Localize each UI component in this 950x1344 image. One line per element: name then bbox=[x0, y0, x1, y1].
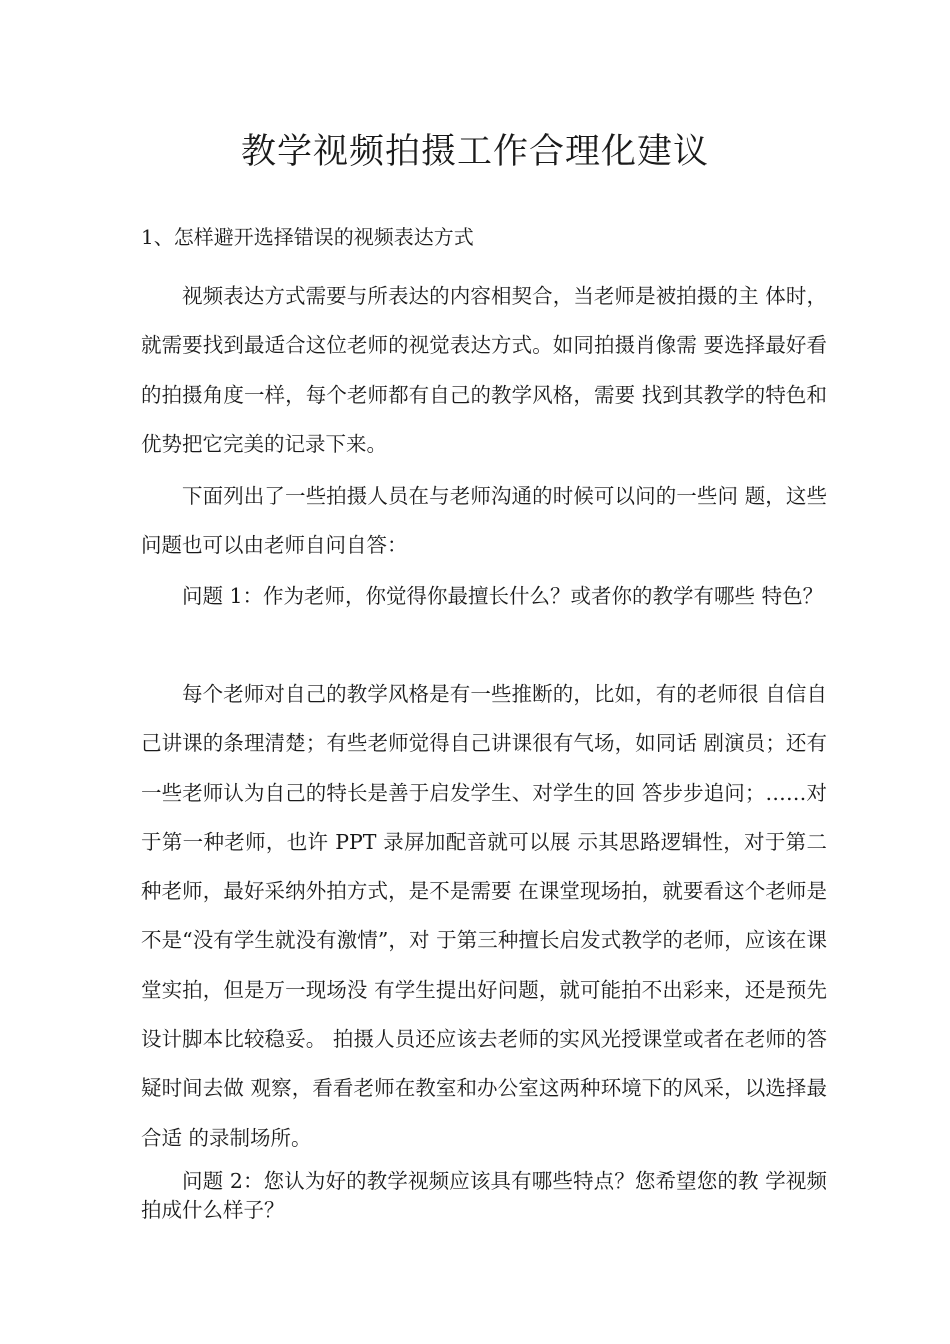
paragraph: 每个老师对自己的教学风格是有一些推断的，比如，有的老师很 自信自己讲课的条理清楚；有些老师觉得自己讲课很有气场，如同话 剧演员；还有一些老师认为自己的特长是善于启发学生、对学生的回 答步步追问；……对于第一种老师，也许 PPT 录屏加配音就可以展 示其思路逻辑性，对于第二种老师，最好采纳外拍方式，是不是需要 在课堂现场拍，就要看这个老师是不是“没有学生就没有激情”，对 于第三种擅长启发式教学的老师，应该在课堂实拍，但是万一现场没 有学生提出好问题，就可能拍不出彩来，还是预先设计脚本比较稳妥。 拍摄人员还应该去老师的实风光授课堂或者在老师的答疑时间去做 观察，看看老师在教室和办公室这两种环境下的风采，以选择最合适 的录制场所。 bbox=[141, 682, 827, 1150]
document-title: 教学视频拍摄工作合理化建议 bbox=[240, 132, 709, 172]
section-heading: 1、怎样避开选择错误的视频表达方式 bbox=[141, 225, 474, 249]
paragraph: 问题 1：作为老师，你觉得你最擅长什么？或者你的教学有哪些 特色？ bbox=[182, 584, 824, 608]
paragraph: 下面列出了一些拍摄人员在与老师沟通的时候可以问的一些问 题，这些问题也可以由老师自问自答： bbox=[141, 484, 827, 558]
paragraph: 问题 2：您认为好的教学视频应该具有哪些特点？您希望您的教 学视频拍成什么样子？ bbox=[141, 1169, 827, 1222]
paragraph: 视频表达方式需要与所表达的内容相契合，当老师是被拍摄的主 体时，就需要找到最适合这位老师的视觉表达方式。如同拍摄肖像需 要选择最好看的拍摄角度一样，每个老师都有自己的教学风格，需要 找到其教学的特色和优势把它完美的记录下来。 bbox=[141, 284, 827, 456]
